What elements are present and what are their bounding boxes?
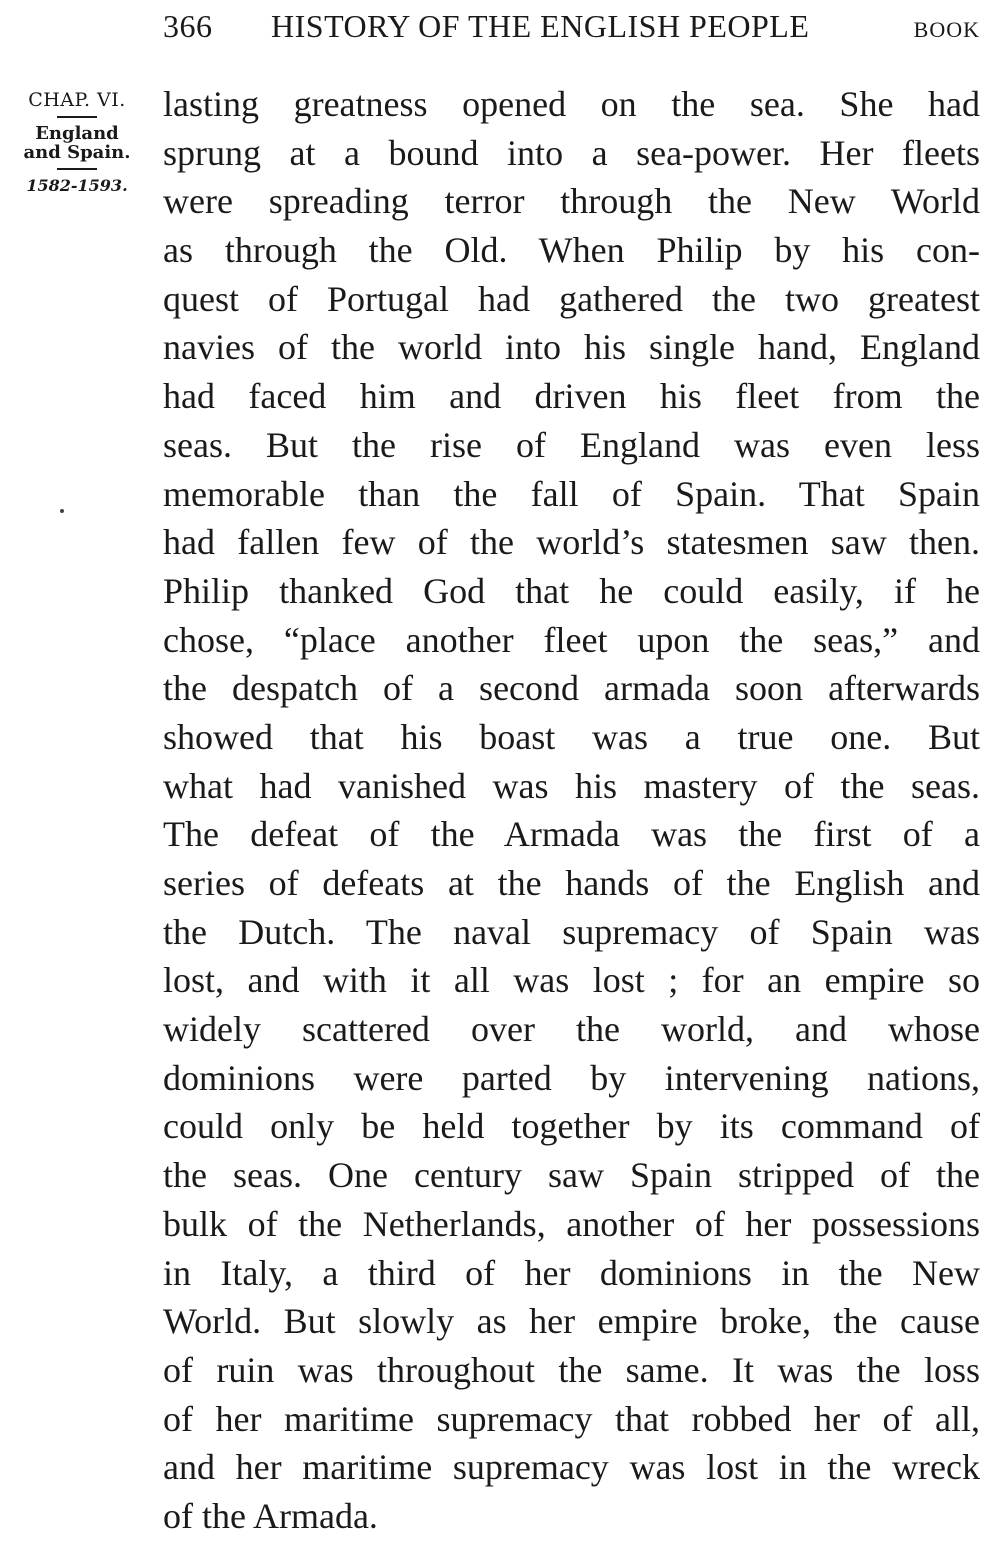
margin-rule bbox=[57, 116, 97, 118]
text-line: sprung at a bound into a sea-power. Her fleets bbox=[163, 132, 980, 173]
text-line: quest of Portugal had gathered the two greatest bbox=[163, 278, 980, 319]
text-line: dominions were parted by intervening nations, bbox=[163, 1057, 980, 1098]
margin-topic-line: and Spain. bbox=[23, 142, 131, 163]
text-line: the Dutch. The naval supremacy of Spain was bbox=[163, 911, 980, 952]
text-line: and her maritime supremacy was lost in the wreck bbox=[163, 1447, 980, 1488]
book-label: BOOK bbox=[913, 17, 980, 42]
text-line: of the Armada. bbox=[163, 1495, 378, 1536]
text-line: bulk of the Netherlands, another of her possessions bbox=[163, 1203, 980, 1244]
text-line: World. But slowly as her empire broke, the cause bbox=[163, 1301, 980, 1342]
running-title: HISTORY OF THE ENGLISH PEOPLE bbox=[271, 8, 810, 44]
body-text bbox=[163, 80, 980, 1541]
text-line: what had vanished was his mastery of the seas. bbox=[163, 765, 980, 806]
text-line: seas. But the rise of England was even less bbox=[163, 424, 980, 465]
text-line: The defeat of the Armada was the first of a bbox=[163, 814, 980, 855]
text-line: had fallen few of the world’s statesmen saw then. bbox=[163, 522, 980, 563]
margin-speck bbox=[60, 509, 64, 513]
text-line: in Italy, a third of her dominions in the New bbox=[163, 1252, 980, 1293]
text-line: as through the Old. When Philip by his con- bbox=[163, 230, 980, 271]
text-line: of her maritime supremacy that robbed her of all, bbox=[163, 1398, 980, 1439]
text-line: lost, and with it all was lost ; for an empire so bbox=[163, 960, 980, 1001]
text-line: navies of the world into his single hand, England bbox=[163, 327, 980, 368]
running-header bbox=[163, 8, 980, 44]
margin-rule bbox=[57, 168, 97, 170]
page-number: 366 bbox=[163, 8, 213, 44]
text-line: the seas. One century saw Spain stripped of the bbox=[163, 1155, 980, 1196]
text-line: chose, “place another fleet upon the seas,” and bbox=[163, 619, 980, 660]
text-line: memorable than the fall of Spain. That Spain bbox=[163, 473, 980, 514]
chapter-label: CHAP. VI. bbox=[28, 89, 126, 111]
text-line: series of defeats at the hands of the English and bbox=[163, 863, 980, 903]
text-line: the despatch of a second armada soon afterwards bbox=[163, 668, 980, 709]
margin-note bbox=[14, 90, 140, 196]
text-line: Philip thanked God that he could easily, if he bbox=[163, 570, 980, 611]
text-line: could only be held together by its command of bbox=[163, 1106, 980, 1147]
text-line: showed that his boast was a true one. But bbox=[163, 716, 980, 757]
text-line: were spreading terror through the New World bbox=[163, 181, 980, 222]
margin-topic bbox=[14, 124, 140, 162]
text-line: had faced him and driven his fleet from the bbox=[163, 376, 980, 417]
text-line: widely scattered over the world, and whose bbox=[163, 1009, 980, 1050]
text-line: of ruin was throughout the same. It was the loss bbox=[163, 1349, 980, 1390]
text-line: lasting greatness opened on the sea. She had bbox=[163, 84, 980, 124]
margin-topic-line: England bbox=[35, 123, 119, 144]
margin-dates: 1582-1593. bbox=[26, 176, 128, 195]
